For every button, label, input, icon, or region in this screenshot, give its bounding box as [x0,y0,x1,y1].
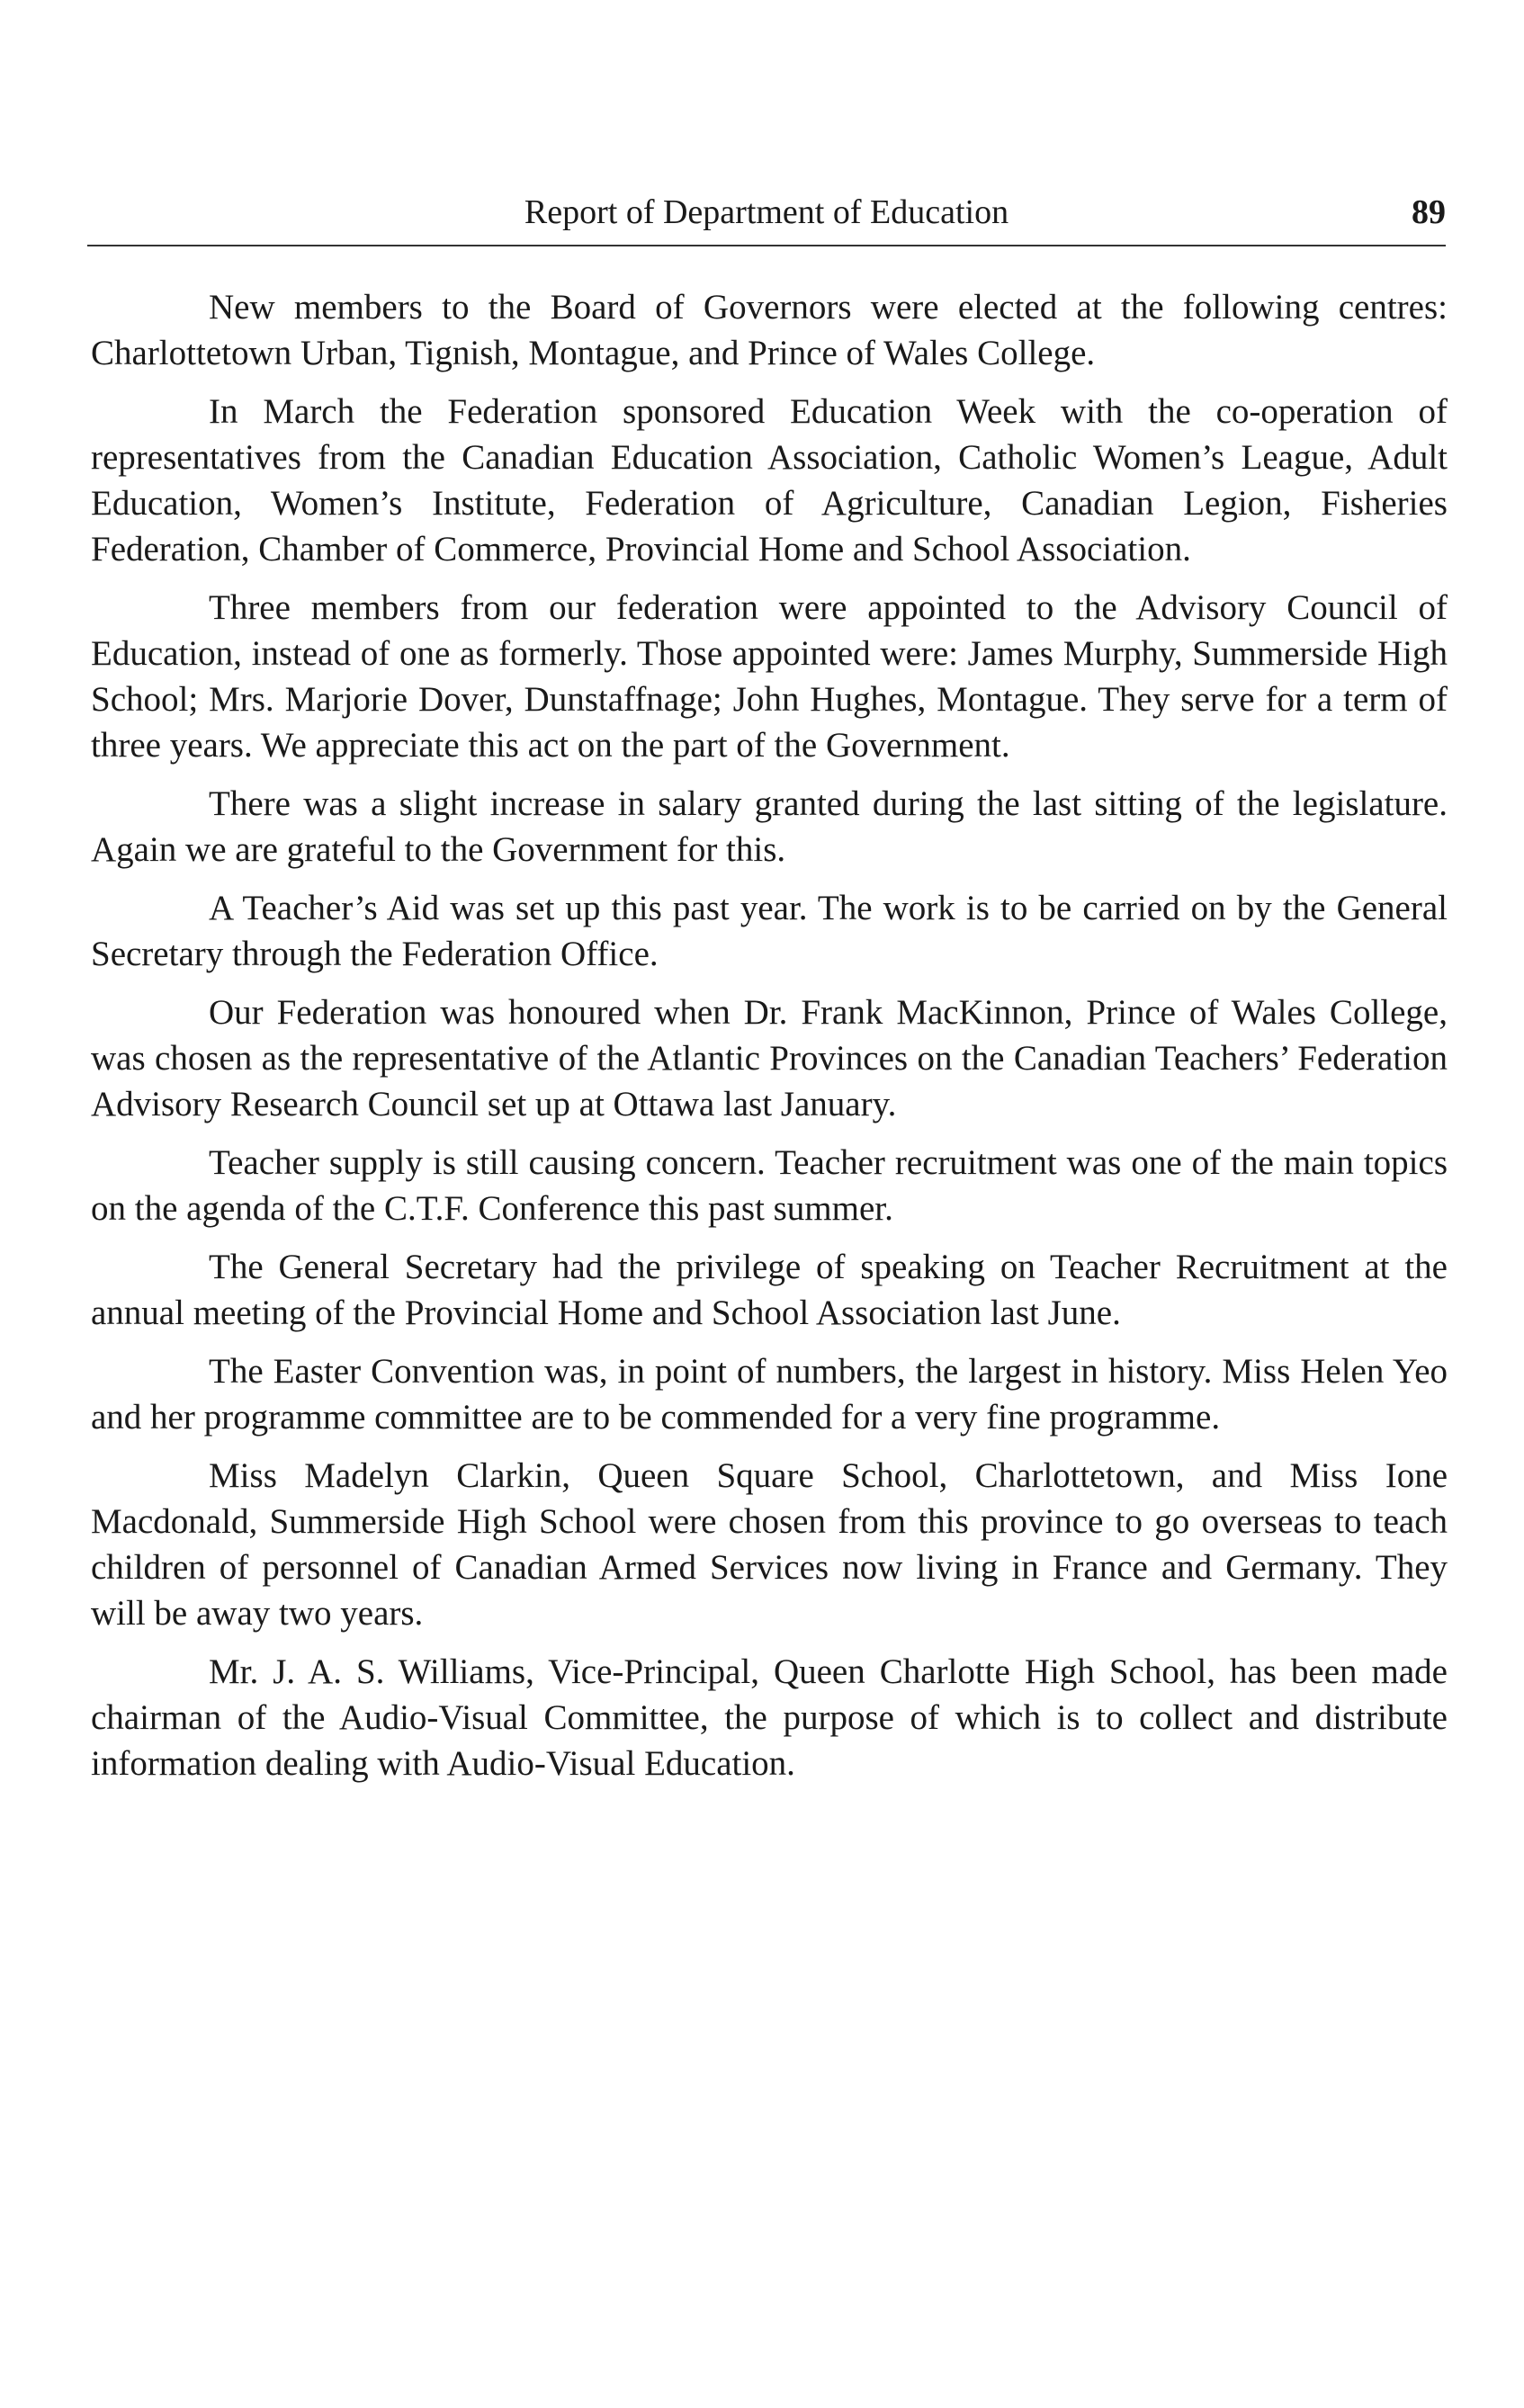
paragraph-research-council: Our Federation was honoured when Dr. Frank MacKinnon, Prince of Wales College, was chosen as the representative of the Atlantic Provinces on the Canadian Teachers’ Federation Advisory Research Council set up at Ottawa last January. [91,993,1448,1123]
header-rule [87,245,1446,246]
paragraph-audio-visual-committee: Mr. J. A. S. Williams, Vice-Principal, Queen Charlotte High School, has been made chairman of the Audio-Visual Committee, the purpose of which is to collect and distribute information dealing with Audio-Visual Education. [91,1652,1448,1783]
body-text [91,284,1448,1799]
paragraph-board-of-governors: New members to the Board of Governors were elected at the following centres: Charlottetown Urban, Tignish, Montague, and Prince of Wales College. [91,288,1448,372]
page-number: 89 [1412,193,1446,231]
paragraph-teacher-supply: Teacher supply is still causing concern. Teacher recruitment was one of the main topics on the agenda of the C.T.F. Conference this past summer. [91,1143,1448,1228]
paragraph-teachers-aid: A Teacher’s Aid was set up this past year. The work is to be carried on by the General Secretary through the Federation Office. [91,889,1448,973]
header-title: Report of Department of Education [524,193,1009,231]
paragraph-salary-increase: There was a slight increase in salary granted during the last sitting of the legislature. Again we are grateful to the Government for this. [91,784,1448,869]
paragraph-education-week: In March the Federation sponsored Education Week with the co-operation of representatives from the Canadian Education Association, Catholic Women’s League, Adult Education, Women’s Institute, Federation of Agriculture, Canadian Legion, Fisheries Federation, Chamber of Commerce, Provincial Home and School Association. [91,392,1448,568]
paragraph-easter-convention: The Easter Convention was, in point of numbers, the largest in history. Miss Helen Yeo and her programme committee are to be commended for a very fine programme. [91,1352,1448,1437]
running-header [87,185,1446,239]
paragraph-recruitment-speech: The General Secretary had the privilege of speaking on Teacher Recruitment at the annual meeting of the Provincial Home and School Association last June. [91,1248,1448,1332]
paragraph-advisory-council: Three members from our federation were appointed to the Advisory Council of Education, instead of one as formerly. Those appointed were: James Murphy, Summerside High School; Mrs. Marjorie Dover, Dunstaffnage; John Hughes, Montague. They serve for a term of three years. We appreciate this act on the part of the Government. [91,588,1448,765]
paragraph-overseas-teachers: Miss Madelyn Clarkin, Queen Square School, Charlottetown, and Miss Ione Macdonald, Summerside High School were chosen from this province to go overseas to teach children of personnel of Canadian Armed Services now living in France and Germany. They will be away two years. [91,1456,1448,1633]
